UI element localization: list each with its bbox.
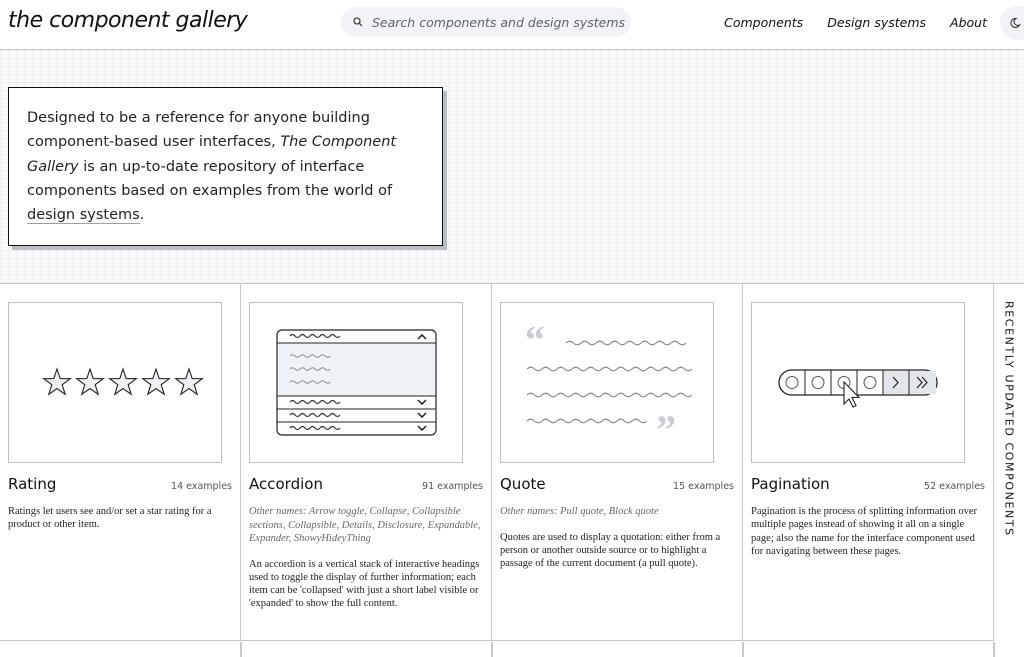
stars-illustration[interactable] — [8, 302, 222, 463]
hero — [0, 50, 1024, 284]
intro-end: . — [139, 207, 145, 224]
example-count: 14 examples — [171, 481, 232, 492]
next-row — [0, 642, 994, 657]
nav-design-systems[interactable]: Design systems — [827, 15, 927, 30]
card-title[interactable]: Pagination — [751, 475, 830, 493]
card-title[interactable]: Quote — [500, 475, 546, 493]
intro-italic: The Component Gallery — [27, 134, 397, 175]
component-card-accordion[interactable] — [241, 284, 492, 641]
pagination-illustration[interactable] — [751, 302, 965, 463]
star-icon — [77, 369, 104, 394]
component-card-rating[interactable] — [0, 284, 241, 641]
card-description: Pagination is the process of splitting information over multiple pages instead of showing it all on a single page; also the name for the interface component used for navigating between these pages. — [751, 506, 978, 557]
svg-text:”: ” — [656, 407, 676, 452]
svg-text:“: “ — [525, 317, 545, 362]
site-header — [0, 0, 1024, 50]
main-nav — [724, 15, 987, 30]
star-icon — [110, 369, 137, 394]
sidebar-label: RECENTLY UPDATED COMPONENTS — [1002, 301, 1016, 537]
theme-toggle-button[interactable] — [1000, 6, 1024, 40]
moon-icon — [1009, 17, 1021, 29]
card-title[interactable]: Rating — [8, 475, 57, 493]
design-systems-link[interactable]: design systems — [27, 207, 140, 224]
search-input[interactable] — [341, 7, 631, 37]
star-icon — [176, 369, 203, 394]
card-description: Ratings let users see and/or set a star rating for a product or other item. — [8, 506, 212, 531]
component-cards — [0, 284, 994, 641]
card-description: An accordion is a vertical stack of interactive headings used to toggle the display of further information; each item can be 'collapsed' with just a short label visible or 'expanded' to show the full content. — [249, 558, 480, 610]
other-names: Other names: Arrow toggle, Collapse, Collapsible sections, Collapsible, Details, Disclosure, Expandable, Expander, ShowyHideyThing — [249, 506, 481, 544]
intro-text: Designed to be a reference for anyone building component-based user interfaces, — [27, 110, 370, 151]
recently-updated-tab[interactable] — [994, 284, 1024, 657]
example-count: 52 examples — [924, 481, 985, 492]
example-count: 91 examples — [422, 481, 483, 492]
component-card-pagination[interactable] — [743, 284, 994, 641]
quote-illustration[interactable] — [500, 302, 714, 463]
example-count: 15 examples — [673, 481, 734, 492]
search-placeholder: Search components and design systems — [372, 14, 626, 30]
intro-text-2: is an up-to-date repository of interface components based on examples from the world of — [27, 158, 393, 199]
card-description: Quotes are used to display a quotation: either from a person or another outside source or to highlight a passage of the current document (a pull quote). — [500, 531, 721, 570]
nav-about[interactable]: About — [950, 15, 987, 30]
intro-box — [8, 87, 443, 246]
card-title[interactable]: Accordion — [249, 475, 323, 493]
site-logo[interactable]: the component gallery — [8, 8, 248, 33]
search-icon — [353, 17, 363, 27]
nav-components[interactable]: Components — [724, 15, 804, 30]
star-icon — [44, 369, 71, 394]
star-icon — [143, 369, 170, 394]
accordion-illustration[interactable] — [249, 302, 463, 463]
component-card-quote[interactable] — [492, 284, 743, 641]
other-names: Other names: Pull quote, Block quote — [500, 506, 659, 517]
